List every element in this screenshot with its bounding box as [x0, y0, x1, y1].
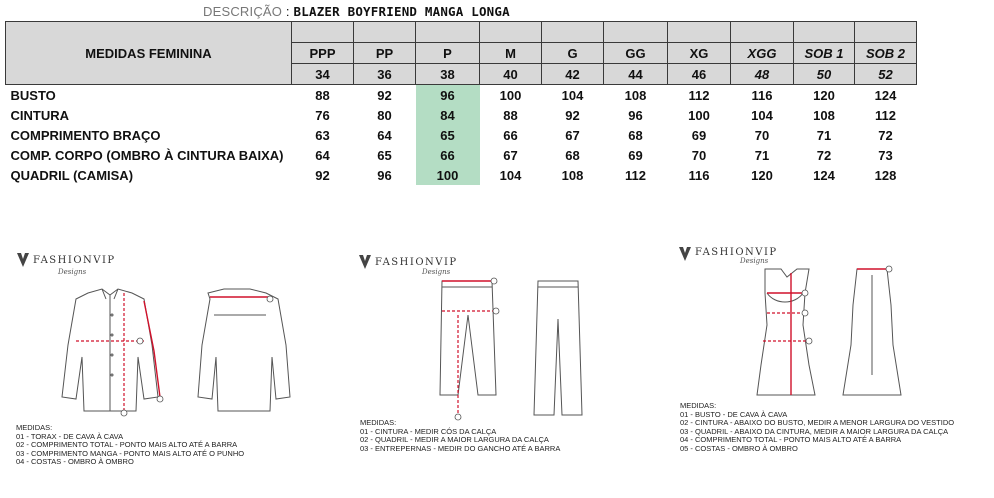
description-separator: :: [285, 4, 290, 19]
measurement-value: 100: [688, 107, 710, 123]
size-number: 44: [604, 64, 668, 85]
fashionvip-logo-icon: [358, 254, 372, 270]
measurement-row: [6, 145, 917, 165]
measurement-value: 96: [377, 167, 392, 183]
brand-subtitle: Designs: [422, 268, 451, 276]
measurement-row: [6, 105, 917, 125]
measurement-value: 104: [561, 87, 584, 103]
size-label: SOB 2: [855, 43, 917, 64]
measurement-rows: [6, 85, 917, 186]
measurement-value: 68: [565, 147, 580, 163]
measurement-value: 120: [751, 167, 773, 183]
size-number: 48: [731, 64, 794, 85]
dress-measurement-notes: [680, 402, 954, 454]
measurement-value: 96: [628, 107, 643, 123]
note-item: 02 - QUADRIL - MEDIR A MAIOR LARGURA DA CALÇA: [360, 435, 549, 445]
measurement-label: COMPRIMENTO BRAÇO: [10, 127, 161, 143]
measurement-value: 70: [691, 147, 707, 163]
brand-name: FASHIONVIP: [695, 247, 778, 258]
note-item: 01 - TORAX - DE CAVA À CAVA: [16, 431, 124, 441]
measurement-value: 69: [691, 127, 707, 143]
measurement-value: 80: [377, 107, 392, 123]
measurement-value: 116: [688, 167, 710, 183]
measurement-value: 66: [503, 127, 518, 143]
size-number: 42: [542, 64, 604, 85]
measurement-value: 104: [751, 107, 773, 123]
measurement-value: 112: [688, 87, 710, 103]
shirt-diagram: [40, 285, 300, 420]
note-item: 04 - COSTAS - OMBRO À OMBRO: [16, 457, 134, 467]
size-label: PP: [354, 43, 416, 64]
size-number: 34: [292, 64, 354, 85]
measurement-value: 65: [377, 147, 392, 163]
header-spacer-row: [6, 22, 917, 43]
measurement-value: 100: [499, 87, 522, 103]
trousers-diagram: [430, 275, 580, 420]
measurement-value: 73: [878, 147, 893, 163]
size-label: M: [480, 43, 542, 64]
fashionvip-logo-icon: [678, 246, 692, 262]
size-chart-table: [5, 21, 917, 185]
measurement-value: 71: [754, 147, 770, 163]
description-label: DESCRIÇÃO: [203, 4, 283, 19]
shirt-measurement-notes: [16, 424, 244, 467]
brand-subtitle: Designs: [58, 268, 87, 276]
description-line: [203, 4, 510, 19]
note-item: 05 - COSTAS - OMBRO À OMBRO: [680, 443, 798, 453]
size-number: 52: [855, 64, 917, 85]
note-item: 01 - CINTURA - MEDIR CÓS DA CALÇA: [360, 426, 497, 436]
size-label: XG: [668, 43, 731, 64]
measurement-value: 72: [878, 127, 893, 143]
measurement-value: 76: [315, 107, 330, 123]
note-item: 01 - BUSTO - DE CAVA À CAVA: [680, 409, 788, 419]
measurement-label: COMP. CORPO (OMBRO À CINTURA BAIXA): [10, 147, 284, 163]
note-item: 04 - COMPRIMENTO TOTAL - PONTO MAIS ALTO ATÉ A BARRA: [680, 435, 902, 445]
measurement-value: 112: [625, 167, 646, 183]
measurement-value: 100: [416, 165, 480, 185]
measurement-value: 70: [754, 127, 770, 143]
measurement-value: 108: [813, 107, 835, 123]
dress-diagram: [745, 265, 915, 400]
brand-name: FASHIONVIP: [375, 257, 458, 268]
measurement-value: 63: [315, 127, 330, 143]
measurement-value: 124: [813, 167, 835, 183]
measurement-value: 66: [416, 145, 480, 165]
size-number: 40: [480, 64, 542, 85]
measurement-value: 108: [561, 167, 584, 183]
note-item: 03 - QUADRIL - ABAIXO DA CINTURA, MEDIR A MAIOR LARGURA DA CALÇA: [680, 426, 949, 436]
measurement-row: [6, 165, 917, 185]
measurement-value: 116: [751, 87, 773, 103]
measurement-value: 88: [503, 107, 518, 123]
notes-title: MEDIDAS:: [360, 418, 397, 427]
size-number: 38: [416, 64, 480, 85]
size-number: 46: [668, 64, 731, 85]
measurement-value: 72: [816, 147, 832, 163]
measurement-value: 69: [628, 147, 643, 163]
note-item: 02 - COMPRIMENTO TOTAL - PONTO MAIS ALTO ATÉ A BARRA: [16, 440, 238, 450]
size-label: GG: [604, 43, 668, 64]
measurement-value: 92: [565, 107, 580, 123]
size-label: PPP: [292, 43, 354, 64]
header-title: MEDIDAS FEMININA: [6, 22, 292, 85]
measurement-value: 108: [624, 87, 647, 103]
notes-title: MEDIDAS:: [16, 423, 53, 432]
measurement-label: CINTURA: [10, 107, 69, 123]
measurement-row: [6, 125, 917, 145]
measurement-value: 64: [377, 127, 392, 143]
measurement-value: 67: [503, 147, 518, 163]
measurement-label: BUSTO: [10, 87, 56, 103]
note-item: 03 - ENTREPERNAS - MEDIR DO GANCHO ATÉ A BARRA: [360, 443, 561, 453]
measurement-row: [6, 85, 917, 106]
measurement-value: 92: [315, 167, 330, 183]
product-name: BLAZER BOYFRIEND MANGA LONGA: [293, 4, 510, 19]
measurement-value: 64: [315, 147, 330, 163]
measurement-value: 96: [416, 85, 480, 106]
measurement-value: 92: [377, 87, 392, 103]
measurement-value: 68: [628, 127, 643, 143]
trousers-measurement-notes: [360, 419, 560, 453]
measurement-value: 124: [874, 87, 897, 103]
measurement-value: 67: [565, 127, 580, 143]
measurement-label: QUADRIL (CAMISA): [10, 167, 134, 183]
note-item: 02 - CINTURA - ABAIXO DO BUSTO, MEDIR A MENOR LARGURA DO VESTIDO: [680, 418, 955, 428]
fashionvip-logo-icon: [16, 252, 30, 268]
measurement-value: 71: [816, 127, 832, 143]
size-label: XGG: [731, 43, 794, 64]
size-number: 36: [354, 64, 416, 85]
size-number: 50: [794, 64, 855, 85]
brand-name: FASHIONVIP: [33, 255, 116, 266]
size-label: SOB 1: [794, 43, 855, 64]
measurement-value: 112: [875, 107, 896, 123]
measurement-value: 128: [874, 167, 897, 183]
measurement-value: 104: [499, 167, 522, 183]
measurement-value: 88: [315, 87, 330, 103]
size-label: G: [542, 43, 604, 64]
notes-title: MEDIDAS:: [680, 401, 717, 410]
measurement-value: 65: [416, 125, 480, 145]
measurement-value: 84: [416, 105, 480, 125]
size-label: P: [416, 43, 480, 64]
brand-subtitle: Designs: [740, 257, 769, 265]
measurement-value: 120: [813, 87, 835, 103]
note-item: 03 - COMPRIMENTO MANGA - PONTO MAIS ALTO ATÉ O PUNHO: [16, 448, 245, 458]
